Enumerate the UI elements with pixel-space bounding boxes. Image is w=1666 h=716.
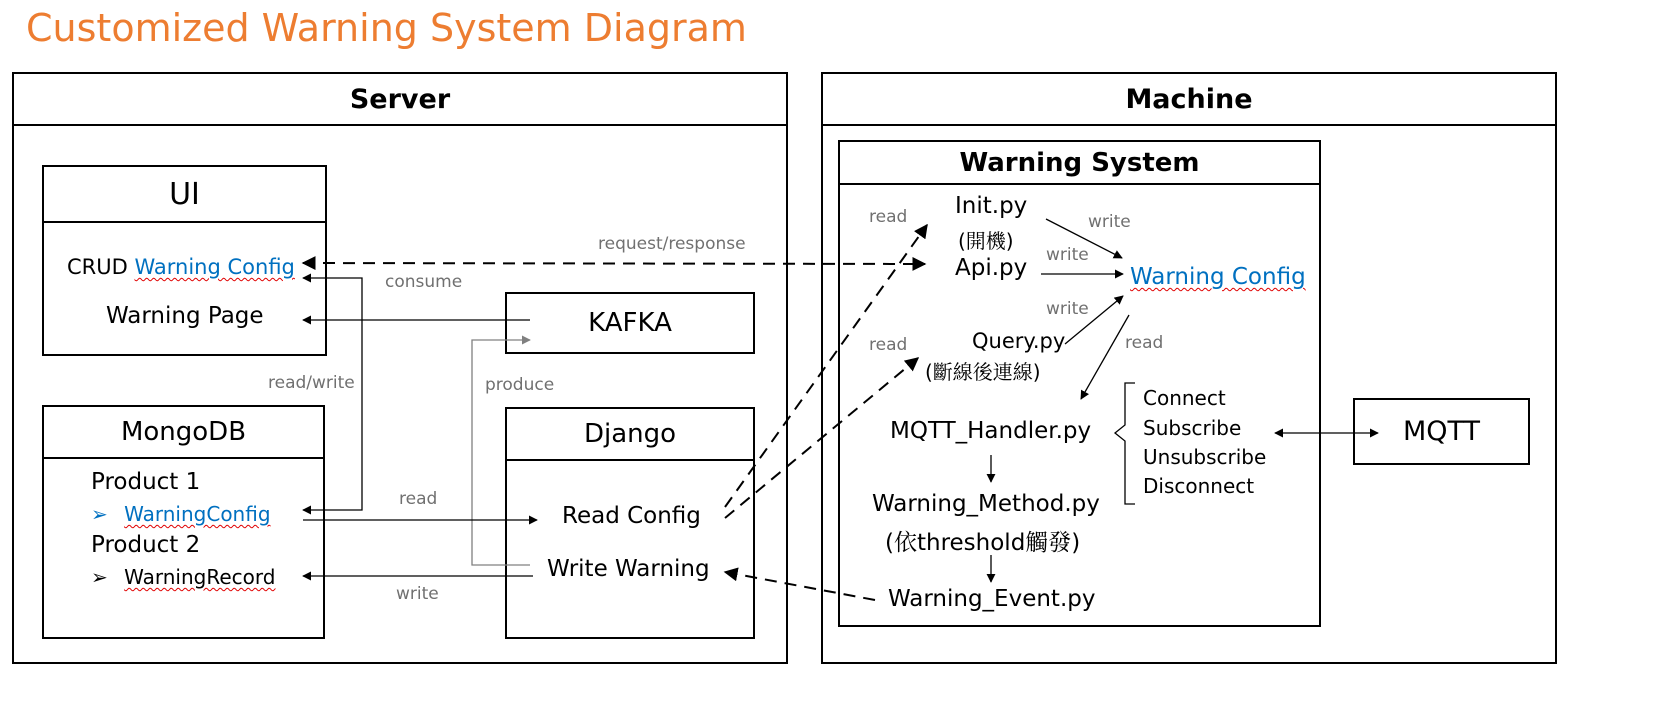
django-title: Django [583, 419, 677, 449]
edge-request-response [303, 263, 925, 264]
init-py[interactable]: Init.py [955, 193, 1028, 219]
mqtt-action-unsubscribe: Unsubscribe [1143, 445, 1267, 469]
init-note: (開機) [958, 229, 1014, 253]
label-read-config: read [1125, 333, 1164, 353]
page-title: Customized Warning System Diagram [26, 6, 747, 50]
label-read-query: read [869, 335, 908, 355]
read-config-step[interactable]: Read Config [562, 503, 701, 529]
bullet-arrow-icon: ➢ [91, 565, 108, 589]
warning-method-py[interactable]: Warning_Method.py [872, 491, 1100, 517]
edge-read-init [725, 225, 927, 507]
ui-title: UI [169, 176, 200, 212]
edge-write-query [1065, 296, 1123, 344]
label-read-init: read [869, 207, 908, 227]
actions-brace [1115, 383, 1135, 504]
kafka-title: KAFKA [588, 308, 672, 338]
query-note: (斷線後連線) [925, 360, 1041, 384]
machine-title: Machine [1125, 83, 1253, 115]
label-read-write: read/write [268, 373, 355, 393]
product2-label: Product 2 [91, 532, 201, 558]
label-consume: consume [385, 272, 463, 292]
warning-config-store[interactable]: Warning Config [1130, 264, 1306, 290]
warningrecord-collection: WarningRecord [124, 565, 276, 589]
edge-event-write [725, 572, 875, 600]
label-write-api: write [1046, 245, 1089, 265]
edge-produce [472, 340, 530, 565]
api-py[interactable]: Api.py [955, 255, 1028, 281]
label-request-response: request/response [598, 234, 746, 254]
warningconfig-collection: WarningConfig [124, 502, 271, 526]
mqtt-action-disconnect: Disconnect [1143, 474, 1255, 498]
label-write-query: write [1046, 299, 1089, 319]
edge-read-write [303, 278, 362, 510]
server-title: Server [349, 83, 451, 115]
product1-label: Product 1 [91, 469, 201, 495]
warning-method-note: (依threshold觸發) [885, 530, 1081, 556]
mqtt-action-subscribe: Subscribe [1143, 416, 1242, 440]
warning-event-py[interactable]: Warning_Event.py [888, 586, 1096, 612]
write-warning-step[interactable]: Write Warning [547, 556, 710, 582]
crud-prefix: CRUD [67, 255, 128, 279]
mqtt-handler-py[interactable]: MQTT_Handler.py [890, 418, 1092, 444]
bullet-arrow-icon: ➢ [91, 502, 108, 526]
query-py[interactable]: Query.py [972, 329, 1066, 353]
crud-target: Warning Config [134, 255, 295, 279]
edge-read-config [1081, 315, 1129, 399]
label-write-mongo: write [396, 584, 439, 604]
mqtt-title: MQTT [1402, 416, 1481, 447]
warning-system-title: Warning System [959, 147, 1200, 178]
edge-write-init [1046, 219, 1122, 258]
edge-read-query [725, 358, 918, 518]
mongodb-title: MongoDB [120, 417, 247, 447]
warning-page-link[interactable]: Warning Page [106, 303, 264, 329]
mqtt-action-connect: Connect [1143, 386, 1226, 410]
label-write-init: write [1088, 212, 1131, 232]
label-read-mongo: read [399, 489, 438, 509]
label-produce: produce [485, 375, 555, 395]
